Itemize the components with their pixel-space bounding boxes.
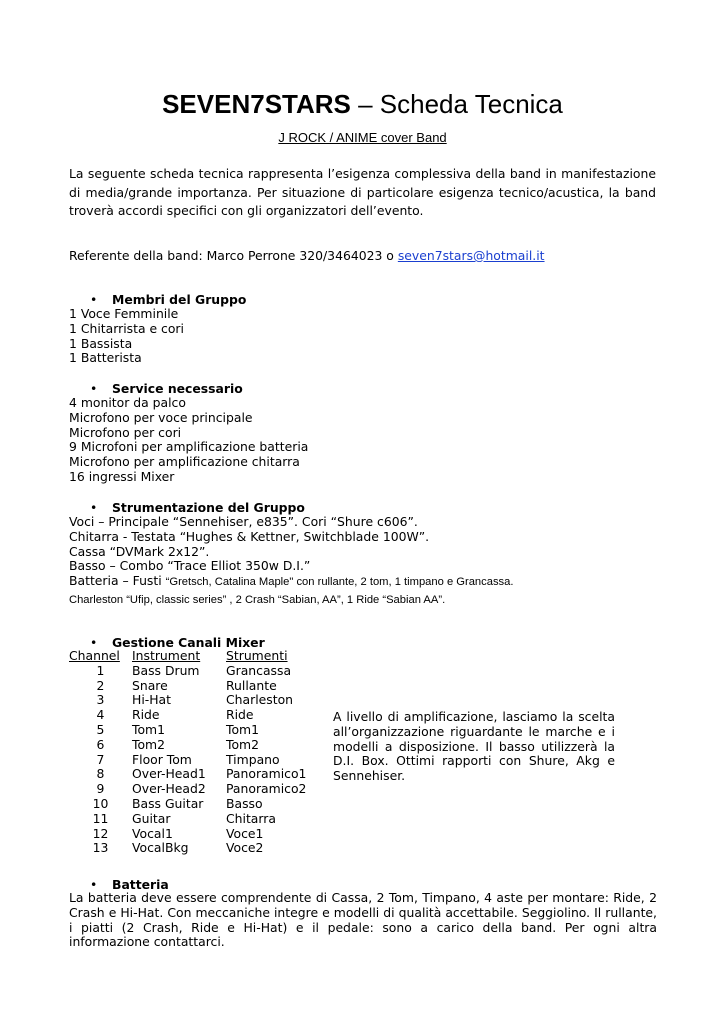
table-row [69, 723, 336, 738]
instrument-cell: Vocal1 [132, 825, 173, 841]
list-item: Cassa “DVMark 2x12”. [69, 543, 210, 559]
table-row [69, 841, 336, 856]
instrument-cell: VocalBkg [132, 840, 189, 856]
table-row [69, 738, 336, 753]
title-rest: – Scheda Tecnica [350, 89, 563, 119]
list-item: Microfono per amplificazione chitarra [69, 454, 300, 470]
channel-cell: 13 [92, 840, 109, 856]
list-item: 1 Chitarrista e cori [69, 320, 184, 336]
strumenti-cell: Charleston [226, 692, 294, 708]
intro-paragraph: La seguente scheda tecnica rappresenta l’esigenza complessiva della band in manifestazione di media/grande importanza. Per situazione di particolare esigenza tecnico/acustica, la band troverà accordi specifici con gli organizzatori dell’evento. [69, 166, 656, 218]
strumenti-cell: Ride [226, 707, 254, 723]
bullet-icon: • [90, 500, 98, 515]
table-row [69, 664, 336, 679]
service-list [69, 396, 308, 485]
channel-cell: 3 [96, 692, 105, 708]
instrument-cell: Tom1 [132, 721, 165, 737]
strumenti-cell: Tom1 [226, 721, 259, 737]
list-item: Batteria – Fusti “Gretsch, Catalina Maple" con rullante, 2 tom, 1 timpano e Grancassa. [69, 573, 514, 589]
page-subtitle: J ROCK / ANIME cover Band [278, 130, 447, 145]
instrument-cell: Floor Tom [132, 751, 192, 767]
table-row [69, 708, 336, 723]
strumenti-cell: Voce1 [226, 825, 264, 841]
channel-cell: 4 [96, 707, 105, 723]
table-row [69, 693, 336, 708]
list-item: Voci – Principale “Sennehiser, e835”. Cori “Shure c606”. [69, 514, 418, 529]
table-row [69, 782, 336, 797]
instrument-cell: Tom2 [132, 736, 165, 752]
channel-cell: 12 [92, 825, 109, 841]
band-name: SEVEN7STARS [162, 89, 351, 119]
table-row [69, 753, 336, 768]
list-item: 1 Bassista [69, 335, 133, 351]
strumenti-cell: Tom2 [226, 736, 259, 752]
instrument-cell: Ride [132, 707, 160, 723]
bullet-icon: • [90, 381, 98, 396]
instrument-cell: Hi-Hat [132, 692, 171, 708]
column-header-channel: Channel [69, 648, 120, 663]
channel-cell: 10 [92, 795, 109, 811]
section-heading-strumentazione: • Strumentazione del Gruppo [90, 500, 305, 515]
bullet-icon: • [90, 635, 98, 650]
email-link[interactable]: seven7stars@hotmail.it [397, 248, 545, 263]
bullet-icon: • [90, 877, 98, 892]
column-header-strumenti: Strumenti [226, 648, 288, 663]
list-item: Microfono per cori [69, 424, 182, 440]
instrument-cell: Over-Head1 [132, 766, 206, 782]
strumenti-cell: Panoramico2 [226, 781, 307, 797]
instrument-cell: Snare [132, 677, 168, 693]
bullet-icon: • [90, 292, 98, 307]
table-row [69, 827, 336, 842]
channel-cell: 6 [96, 736, 105, 752]
list-item: 1 Voce Femminile [69, 306, 179, 321]
instrument-cell: Over-Head2 [132, 781, 206, 797]
list-item: 16 ingressi Mixer [69, 468, 175, 484]
section-heading-membri: • Membri del Gruppo [90, 292, 247, 307]
list-item: Microfono per voce principale [69, 409, 253, 425]
strumenti-cell: Timpano [226, 751, 280, 767]
section-heading-service: • Service necessario [90, 381, 243, 396]
list-item: 4 monitor da palco [69, 395, 186, 410]
channel-cell: 1 [96, 662, 105, 678]
list-item: 9 Microfoni per amplificazione batteria [69, 439, 309, 455]
page-title [0, 86, 725, 122]
list-item: Charleston “Ufip, classic series” , 2 Crash “Sabian, AA”, 1 Ride “Sabian AA”. [69, 593, 446, 606]
contact-text: Referente della band: Marco Perrone 320/3464023 o [69, 248, 398, 263]
table-row [69, 679, 336, 694]
instrument-cell: Bass Guitar [132, 795, 204, 811]
list-item: Chitarra - Testata “Hughes & Kettner, Switchblade 100W”. [69, 528, 430, 544]
channel-cell: 7 [96, 751, 105, 767]
table-row [69, 797, 336, 812]
table-header-row [69, 649, 336, 664]
batteria-paragraph: La batteria deve essere comprendente di Cassa, 2 Tom, Timpano, 4 aste per montare: Ride, 2 Crash e Hi-Hat. Con meccaniche integre e modelli di qualità accettabile. Seggiolino. Il rullante, i piatti (2 Crash, Ride e Hi-Hat) e il pedale: sono a carico della band. Per ogni altra informazione contattarci. [69, 890, 657, 950]
channel-cell: 5 [96, 721, 105, 737]
channel-cell: 8 [96, 766, 105, 782]
strumenti-cell: Grancassa [226, 662, 292, 678]
table-row [69, 812, 336, 827]
instrument-cell: Guitar [132, 810, 171, 826]
strumentazione-list [69, 515, 513, 608]
strumenti-cell: Voce2 [226, 840, 264, 856]
list-item: 1 Batterista [69, 350, 142, 366]
channel-cell: 9 [96, 781, 105, 797]
amplification-note: A livello di amplificazione, lasciamo la scelta all’organizzazione riguardante le marche e i modelli a disposizione. Il basso utilizzerà la D.I. Box. Ottimi rapporti con Shure, Akg e Sennehiser. [333, 709, 615, 784]
channel-cell: 11 [92, 810, 109, 826]
strumenti-cell: Chitarra [226, 810, 276, 826]
mixer-channel-table [69, 649, 336, 856]
strumenti-cell: Rullante [226, 677, 277, 693]
channel-cell: 2 [96, 677, 105, 693]
mixer-table-body [69, 664, 336, 856]
section-heading-batteria: • Batteria [90, 877, 169, 892]
strumenti-cell: Basso [226, 795, 263, 811]
column-header-instrument: Instrument [132, 648, 201, 663]
strumenti-cell: Panoramico1 [226, 766, 307, 782]
contact-line [69, 247, 659, 265]
list-item: Basso – Combo “Trace Elliot 350w D.I.” [69, 558, 311, 574]
section-heading-mixer: • Gestione Canali Mixer [90, 635, 265, 650]
table-row [69, 767, 336, 782]
membri-list [69, 307, 184, 366]
instrument-cell: Bass Drum [132, 662, 200, 678]
